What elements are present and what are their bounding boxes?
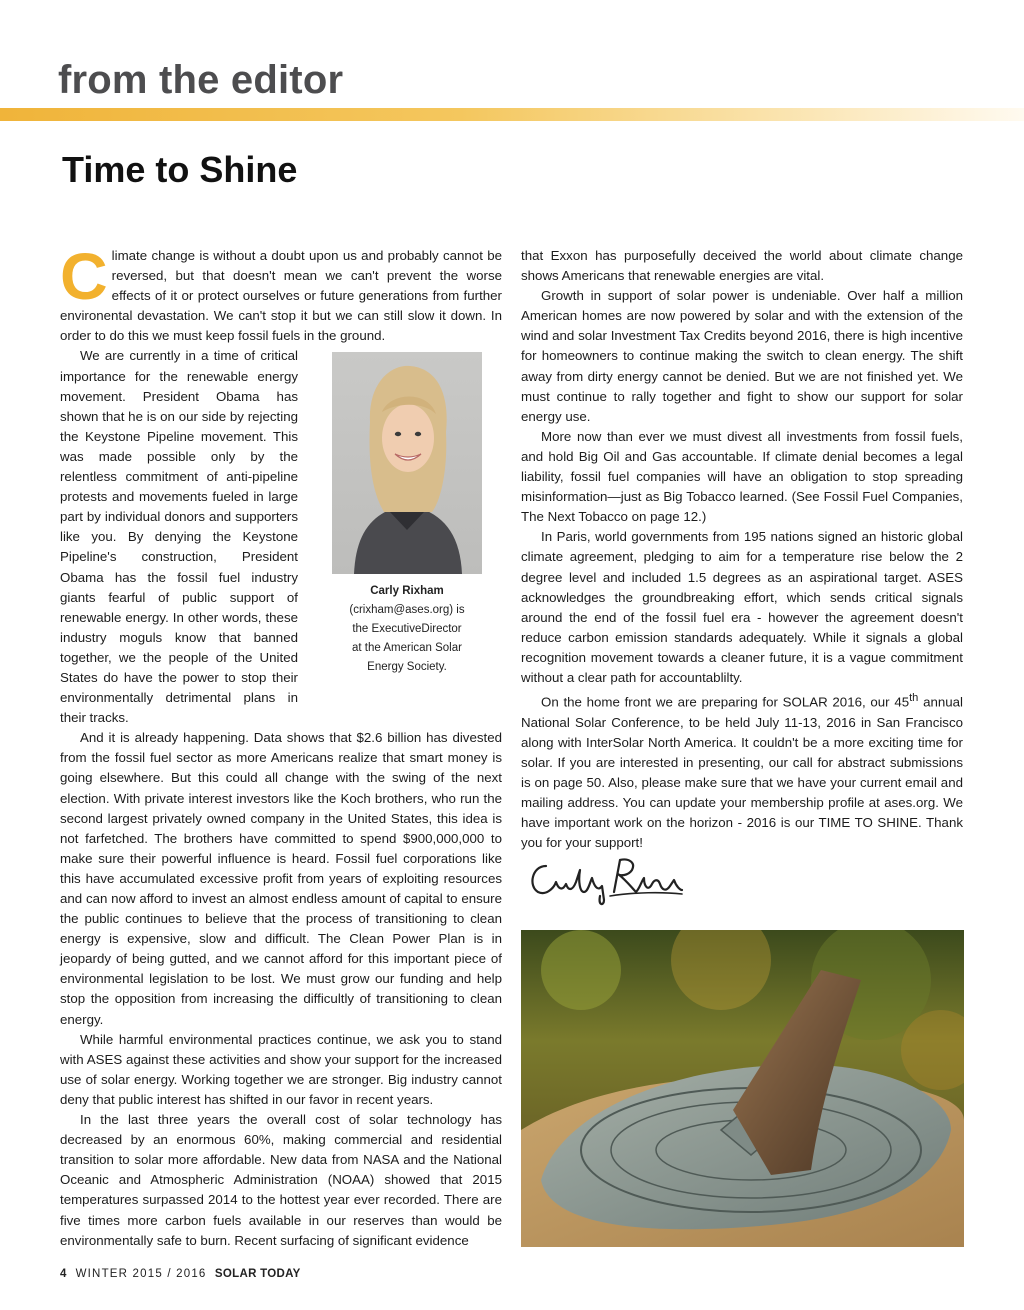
paragraph: We are currently in a time of critical importance for the renewable energy movement. President Obama has shown that he is on our side by rejecting the Keystone Pipeline movement. This was made possible only by the relentless commitment of anti-pipeline protests and movements fueled in large part by individual donors and supporters like you. By denying the Keystone Pipeline's construction, President Obama has the fossil fuel industry giants fearful of public support of renewable energy. In other words, these industry moguls know that banned together, we the people of the United States do have the power to stop their environmentally detrimental plans in their tracks. bbox=[60, 348, 298, 726]
paragraph-text: annual National Solar Conference, to be held July 11-13, 2016 in San Francisco along with InterSolar North America. It couldn't be a more exciting time for solar. If you are interested in presenting, our call for abstract submissions is on page 50. Also, please make sure that we have your current email and mailing address. You can update your membership profile at ases.org. We have important work on the horizon - 2016 is our TIME TO SHINE. Thank you for your support! bbox=[521, 694, 963, 851]
page-number: 4 bbox=[60, 1268, 68, 1280]
handwritten-signature bbox=[524, 852, 684, 908]
page-footer bbox=[60, 1268, 301, 1280]
right-column bbox=[521, 246, 963, 853]
magazine-name: SOLAR TODAY bbox=[214, 1268, 301, 1280]
paragraph-text: limate change is without a doubt upon us and probably cannot be reversed, but that doesn't mean we can't prevent the worse effects of it or protect ourselves or future generations from further environental devastation. We can't stop it but we can still slow it down. In order to do this we must keep fossil fuels in the ground. bbox=[60, 248, 502, 344]
article-title: Time to Shine bbox=[62, 149, 298, 190]
paragraph: In Paris, world governments from 195 nations signed an historic global climate agreement, pledging to aim for a temperature rise below the 2 degree level and included 1.5 degrees as an aspirational target. ASES acknowledges the groundbreaking effort, which sends critical signals around the end of the fossil fuel era - however the agreement doesn't reduce carbon emission standards adequately. While it signals a global recognition movement towards a cleaner future, it is a vague commitment without a clear path for accountablilty. bbox=[521, 529, 963, 685]
caption-line: at the American Solar bbox=[352, 642, 462, 655]
author-name: Carly Rixham bbox=[370, 585, 444, 598]
section-heading: from the editor bbox=[58, 58, 344, 102]
author-caption bbox=[312, 582, 502, 677]
paragraph: And it is already happening. Data shows that $2.6 billion has divested from the fossil fuel sector as more Americans realize that smart money is going elsewhere. But this could all change with the swing of the next election. With private interest investors like the Koch brothers, who run the second largest privately owned company in the United States, this idea is not farfetched. The brothers have committed to spend $900,000,000 to make sure their powerful influence is heard. Fossil fuel corporations like this have accumulated excessive profit from years of exploiting resources and can now afford to invest an almost endless amount of capital to ensure the public continues to believe that the process of transitioning to clean energy is expensive, slow and difficult. The Clean Power Plan is in jeopardy of being gutted, and we cannot afford for this important piece of environmental legislation to be lost. We must grow our funding and help stop the opposition from increasing the difficultly of transitioning to clean energy. bbox=[60, 730, 502, 1027]
paragraph: Growth in support of solar power is undeniable. Over half a million American homes are now powered by solar and with the extension of the wind and solar Investment Tax Credits beyond 2016, there is high incentive for homeowners to continue making the switch to clean energy. The shift away from dirty energy cannot be denied. But we are not finished yet. We must continue to rally together and fight to show our support for solar energy use. bbox=[521, 288, 963, 424]
superscript: th bbox=[909, 692, 919, 705]
gold-divider bbox=[0, 108, 1024, 121]
paragraph: that Exxon has purposefully deceived the world about climate change shows Americans that renewable energies are vital. bbox=[521, 248, 963, 284]
dropcap-letter: C bbox=[60, 239, 108, 313]
author-box bbox=[312, 352, 502, 698]
paragraph bbox=[60, 239, 502, 346]
caption-line: the ExecutiveDirector bbox=[352, 623, 462, 636]
sundial-photo bbox=[521, 930, 964, 1247]
paragraph-text: On the home front we are preparing for SOLAR 2016, our 45 bbox=[541, 694, 910, 710]
author-photo bbox=[332, 352, 482, 574]
caption-line: Energy Society. bbox=[367, 661, 447, 674]
paragraph: In the last three years the overall cost of solar technology has decreased by an enormous 60%, making commercial and residential transition to solar more affordable. New data from NASA and the National Oceanic and Atmospheric Administration (NOAA) showed that 2015 temperatures surpassed 2014 to the hottest year ever recorded. There are five times more carbon fuels available in our reserves than would be environmentally safe to burn. Recent surfacing of significant evidence bbox=[60, 1112, 502, 1248]
paragraph: More now than ever we must divest all investments from fossil fuels, and hold Big Oil and Gas accountable. If climate denial becomes a legal liability, fossil fuel companies will have an obligation to stop spreading misinformation—just as Big Tobacco learned. (See Fossil Fuel Companies, The Next Tobacco on page 12.) bbox=[521, 428, 963, 525]
paragraph bbox=[521, 688, 963, 853]
caption-line: (crixham@ases.org) is bbox=[349, 604, 465, 617]
left-column bbox=[60, 239, 502, 1251]
paragraph: While harmful environmental practices continue, we ask you to stand with ASES against these activities and show your support for the increased use of solar energy. Working together we are stronger. Big industry cannot deny that public interest has shifted in our favor in recent years. bbox=[60, 1031, 502, 1107]
issue-date: WINTER 2015 / 2016 bbox=[75, 1268, 207, 1280]
